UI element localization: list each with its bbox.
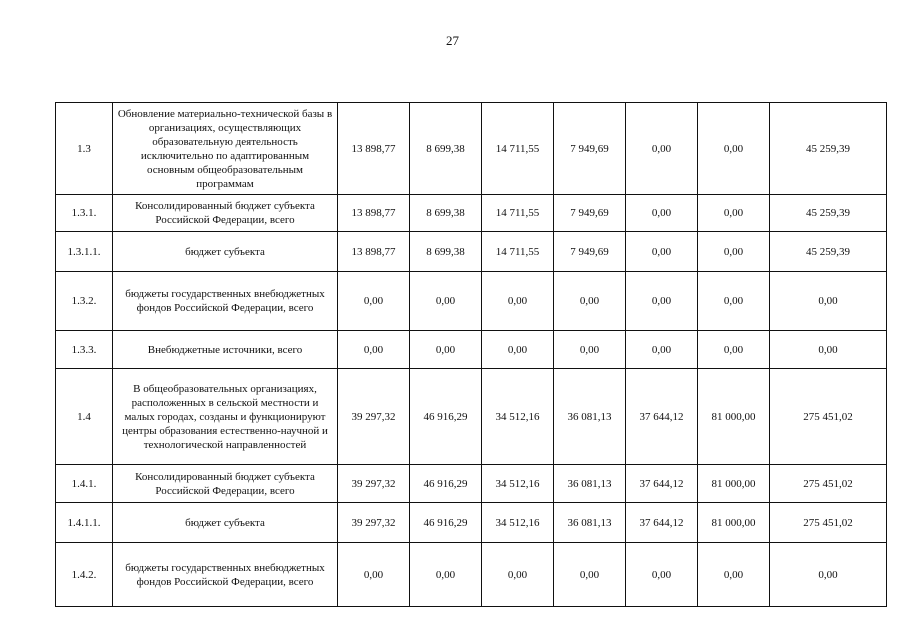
row-description: бюджеты государственных внебюджетных фондов Российской Федерации, всего bbox=[113, 543, 338, 607]
value-cell: 8 699,38 bbox=[410, 232, 482, 272]
value-cell: 14 711,55 bbox=[482, 195, 554, 232]
value-cell: 0,00 bbox=[410, 272, 482, 331]
row-description: Консолидированный бюджет субъекта Российской Федерации, всего bbox=[113, 195, 338, 232]
row-number: 1.3 bbox=[56, 103, 113, 195]
row-number: 1.4 bbox=[56, 369, 113, 465]
value-cell: 39 297,32 bbox=[338, 465, 410, 503]
row-number: 1.3.3. bbox=[56, 331, 113, 369]
value-cell: 0,00 bbox=[410, 543, 482, 607]
row-description: бюджет субъекта bbox=[113, 503, 338, 543]
value-cell: 14 711,55 bbox=[482, 103, 554, 195]
value-cell: 7 949,69 bbox=[554, 103, 626, 195]
value-cell: 39 297,32 bbox=[338, 369, 410, 465]
row-number: 1.4.1.1. bbox=[56, 503, 113, 543]
total-cell: 45 259,39 bbox=[770, 195, 887, 232]
value-cell: 8 699,38 bbox=[410, 103, 482, 195]
value-cell: 34 512,16 bbox=[482, 503, 554, 543]
value-cell: 7 949,69 bbox=[554, 195, 626, 232]
value-cell: 13 898,77 bbox=[338, 195, 410, 232]
value-cell: 13 898,77 bbox=[338, 232, 410, 272]
table-row bbox=[56, 369, 887, 465]
value-cell: 81 000,00 bbox=[698, 465, 770, 503]
row-description: бюджеты государственных внебюджетных фондов Российской Федерации, всего bbox=[113, 272, 338, 331]
total-cell: 45 259,39 bbox=[770, 232, 887, 272]
value-cell: 14 711,55 bbox=[482, 232, 554, 272]
value-cell: 0,00 bbox=[338, 543, 410, 607]
total-cell: 45 259,39 bbox=[770, 103, 887, 195]
table-row bbox=[56, 272, 887, 331]
value-cell: 36 081,13 bbox=[554, 465, 626, 503]
value-cell: 37 644,12 bbox=[626, 503, 698, 543]
value-cell: 0,00 bbox=[338, 331, 410, 369]
value-cell: 0,00 bbox=[698, 103, 770, 195]
total-cell: 275 451,02 bbox=[770, 503, 887, 543]
value-cell: 0,00 bbox=[410, 331, 482, 369]
value-cell: 0,00 bbox=[482, 543, 554, 607]
value-cell: 0,00 bbox=[626, 543, 698, 607]
value-cell: 0,00 bbox=[338, 272, 410, 331]
total-cell: 0,00 bbox=[770, 543, 887, 607]
value-cell: 0,00 bbox=[554, 272, 626, 331]
total-cell: 275 451,02 bbox=[770, 465, 887, 503]
value-cell: 36 081,13 bbox=[554, 369, 626, 465]
value-cell: 81 000,00 bbox=[698, 369, 770, 465]
table-row bbox=[56, 543, 887, 607]
table-row bbox=[56, 232, 887, 272]
value-cell: 39 297,32 bbox=[338, 503, 410, 543]
table-row bbox=[56, 465, 887, 503]
value-cell: 34 512,16 bbox=[482, 465, 554, 503]
row-number: 1.3.2. bbox=[56, 272, 113, 331]
value-cell: 0,00 bbox=[626, 331, 698, 369]
row-description: Внебюджетные источники, всего bbox=[113, 331, 338, 369]
value-cell: 34 512,16 bbox=[482, 369, 554, 465]
value-cell: 0,00 bbox=[698, 195, 770, 232]
value-cell: 0,00 bbox=[626, 103, 698, 195]
value-cell: 0,00 bbox=[482, 272, 554, 331]
page-number: 27 bbox=[446, 33, 459, 48]
row-number: 1.3.1. bbox=[56, 195, 113, 232]
value-cell: 37 644,12 bbox=[626, 369, 698, 465]
table-row bbox=[56, 103, 887, 195]
total-cell: 0,00 bbox=[770, 331, 887, 369]
table-row bbox=[56, 331, 887, 369]
value-cell: 36 081,13 bbox=[554, 503, 626, 543]
row-number: 1.4.2. bbox=[56, 543, 113, 607]
value-cell: 46 916,29 bbox=[410, 465, 482, 503]
row-description: Консолидированный бюджет субъекта Российской Федерации, всего bbox=[113, 465, 338, 503]
row-number: 1.3.1.1. bbox=[56, 232, 113, 272]
value-cell: 0,00 bbox=[554, 543, 626, 607]
value-cell: 46 916,29 bbox=[410, 503, 482, 543]
table-row bbox=[56, 503, 887, 543]
value-cell: 0,00 bbox=[698, 272, 770, 331]
total-cell: 275 451,02 bbox=[770, 369, 887, 465]
value-cell: 37 644,12 bbox=[626, 465, 698, 503]
value-cell: 81 000,00 bbox=[698, 503, 770, 543]
value-cell: 0,00 bbox=[626, 232, 698, 272]
value-cell: 46 916,29 bbox=[410, 369, 482, 465]
value-cell: 0,00 bbox=[626, 272, 698, 331]
value-cell: 0,00 bbox=[698, 543, 770, 607]
value-cell: 0,00 bbox=[482, 331, 554, 369]
value-cell: 0,00 bbox=[698, 331, 770, 369]
row-number: 1.4.1. bbox=[56, 465, 113, 503]
value-cell: 7 949,69 bbox=[554, 232, 626, 272]
value-cell: 0,00 bbox=[626, 195, 698, 232]
value-cell: 13 898,77 bbox=[338, 103, 410, 195]
row-description: бюджет субъекта bbox=[113, 232, 338, 272]
total-cell: 0,00 bbox=[770, 272, 887, 331]
row-description: Обновление материально-технической базы в организациях, осуществляющих образовательную деятельность исключительно по адаптированным основным общеобразовательным программам bbox=[113, 103, 338, 195]
value-cell: 0,00 bbox=[698, 232, 770, 272]
budget-table bbox=[55, 102, 887, 607]
value-cell: 0,00 bbox=[554, 331, 626, 369]
table-row bbox=[56, 195, 887, 232]
value-cell: 8 699,38 bbox=[410, 195, 482, 232]
row-description: В общеобразовательных организациях, расположенных в сельской местности и малых городах, созданы и функционируют центры образования естественно-научной и технологической направленностей bbox=[113, 369, 338, 465]
